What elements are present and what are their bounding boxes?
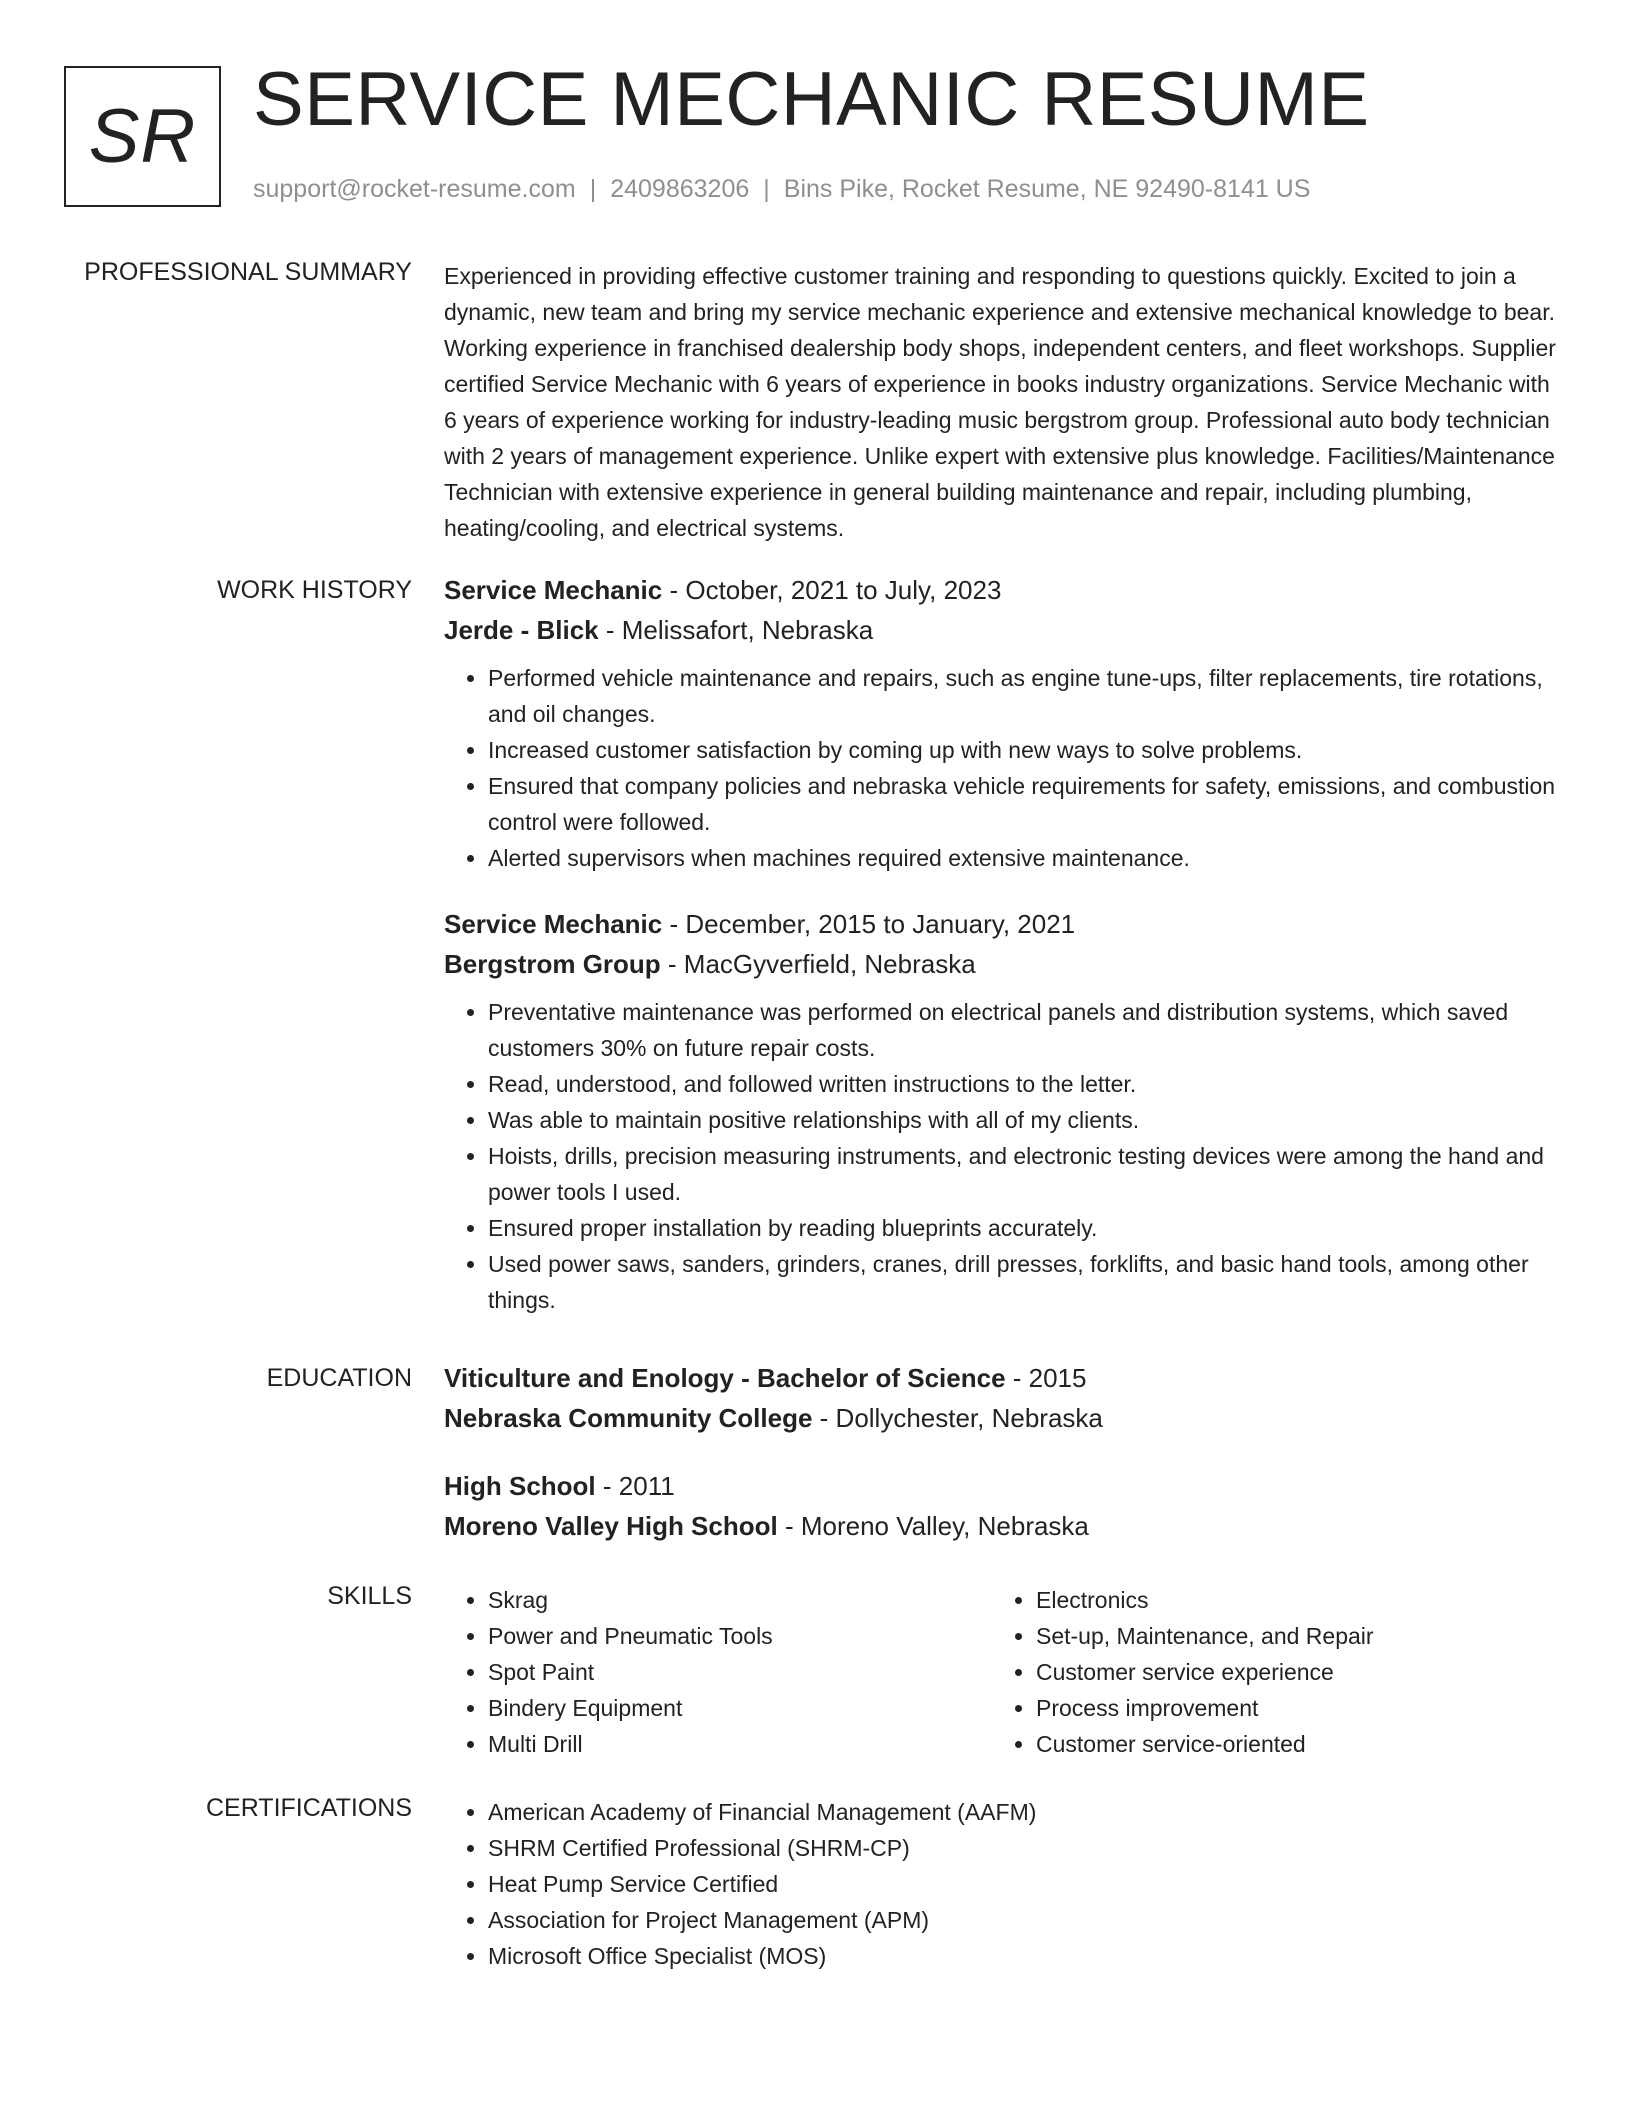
job-bullets	[444, 660, 1564, 876]
certifications-label: CERTIFICATIONS	[205, 1794, 412, 1822]
monogram-initials: SR	[88, 94, 197, 179]
job-bullet: • Ensured proper installation by reading blueprints accurately.	[488, 1210, 1564, 1246]
skill-item: • Set-up, Maintenance, and Repair	[1036, 1618, 1540, 1654]
job-bullet: • Used power saws, sanders, grinders, cranes, drill presses, forklifts, and basic hand tools, among other things.	[488, 1246, 1564, 1318]
certification-item: • Association for Project Management (APM)	[488, 1902, 1564, 1938]
certification-item: • American Academy of Financial Management (AAFM)	[488, 1794, 1564, 1830]
job-dates: - December, 2015 to January, 2021	[662, 909, 1076, 939]
education-degree: Viticulture and Enology - Bachelor of Science	[444, 1363, 1006, 1393]
skill-item: • Electronics	[1036, 1582, 1540, 1618]
skills-label: SKILLS	[327, 1582, 412, 1610]
skill-item: • Power and Pneumatic Tools	[488, 1618, 992, 1654]
education-school: Nebraska Community College	[444, 1403, 813, 1433]
job-bullet: • Hoists, drills, precision measuring instruments, and electronic testing devices were among the hand and power tools I used.	[488, 1138, 1564, 1210]
skill-item: • Skrag	[488, 1582, 992, 1618]
contact-line	[253, 175, 1310, 204]
education-year: - 2015	[1005, 1363, 1087, 1393]
skill-item: • Spot Paint	[488, 1654, 992, 1690]
resume-title: SERVICE MECHANIC RESUME	[253, 57, 1370, 142]
job-bullet: • Alerted supervisors when machines required extensive maintenance.	[488, 840, 1564, 876]
certification-item: • Heat Pump Service Certified	[488, 1866, 1564, 1902]
job-entry	[444, 570, 1564, 876]
job-company-line	[444, 610, 1564, 650]
education-location: - Dollychester, Nebraska	[812, 1403, 1103, 1433]
education-entry	[444, 1466, 1564, 1546]
skill-item: • Process improvement	[1036, 1690, 1540, 1726]
job-dates: - October, 2021 to July, 2023	[662, 575, 1002, 605]
job-bullets	[444, 994, 1564, 1318]
education-degree: High School	[444, 1471, 596, 1501]
education-entry	[444, 1358, 1564, 1438]
job-company-line	[444, 944, 1564, 984]
monogram-box	[64, 66, 221, 207]
job-entry	[444, 904, 1564, 1318]
skill-item: • Customer service experience	[1036, 1654, 1540, 1690]
skills-list-right	[992, 1582, 1540, 1762]
skill-item: • Bindery Equipment	[488, 1690, 992, 1726]
job-bullet: • Read, understood, and followed written instructions to the letter.	[488, 1066, 1564, 1102]
education-label: EDUCATION	[266, 1364, 412, 1392]
job-location: - MacGyverfield, Nebraska	[660, 949, 976, 979]
contact-address: Bins Pike, Rocket Resume, NE 92490-8141 US	[783, 175, 1311, 203]
job-title-line	[444, 904, 1564, 944]
summary-text: Experienced in providing effective customer training and responding to questions quickly. Excited to join a dynamic, new team and bring my service mechanic experience and extensive mechanical knowledge to bear. Working experience in franchised dealership body shops, independent centers, and fleet workshops. Supplier certified Service Mechanic with 6 years of experience in books industry organizations. Service Mechanic with 6 years of experience working for industry-leading music bergstrom group. Professional auto body technician with 2 years of management experience. Unlike expert with extensive plus knowledge. Facilities/Maintenance Technician with extensive experience in general building maintenance and repair, including plumbing, heating/cooling, and electrical systems.	[444, 263, 1556, 541]
education-school-line	[444, 1398, 1564, 1438]
job-bullet: • Performed vehicle maintenance and repairs, such as engine tune-ups, filter replacements, tire rotations, and oil changes.	[488, 660, 1564, 732]
certification-item: • SHRM Certified Professional (SHRM-CP)	[488, 1830, 1564, 1866]
job-title: Service Mechanic	[444, 909, 663, 939]
job-bullet: • Increased customer satisfaction by coming up with new ways to solve problems.	[488, 732, 1564, 768]
job-bullet: • Was able to maintain positive relationships with all of my clients.	[488, 1102, 1564, 1138]
job-company: Jerde - Blick	[444, 615, 599, 645]
job-company: Bergstrom Group	[444, 949, 661, 979]
education-degree-line	[444, 1358, 1564, 1398]
skills-grid	[444, 1582, 1564, 1762]
job-title: Service Mechanic	[444, 575, 663, 605]
education-location: - Moreno Valley, Nebraska	[777, 1511, 1089, 1541]
education-degree-line	[444, 1466, 1564, 1506]
skills-list-left	[444, 1582, 992, 1762]
education-school: Moreno Valley High School	[444, 1511, 778, 1541]
certification-item: • Microsoft Office Specialist (MOS)	[488, 1938, 1564, 1974]
work-history-label: WORK HISTORY	[217, 576, 412, 604]
job-location: - Melissafort, Nebraska	[598, 615, 874, 645]
job-bullet: • Ensured that company policies and nebraska vehicle requirements for safety, emissions, and combustion control were followed.	[488, 768, 1564, 840]
contact-email[interactable]: support@rocket-resume.com	[253, 175, 576, 203]
contact-separator: |	[763, 175, 770, 203]
certifications-list	[444, 1794, 1564, 1974]
summary-label: PROFESSIONAL SUMMARY	[84, 258, 412, 286]
skill-item: • Multi Drill	[488, 1726, 992, 1762]
job-title-line	[444, 570, 1564, 610]
education-year: - 2011	[595, 1471, 675, 1501]
contact-separator: |	[589, 175, 597, 203]
job-bullet: • Preventative maintenance was performed on electrical panels and distribution systems, which saved customers 30% on future repair costs.	[488, 994, 1564, 1066]
skill-item: • Customer service-oriented	[1036, 1726, 1540, 1762]
education-school-line	[444, 1506, 1564, 1546]
contact-phone[interactable]: 2409863206	[610, 175, 750, 203]
